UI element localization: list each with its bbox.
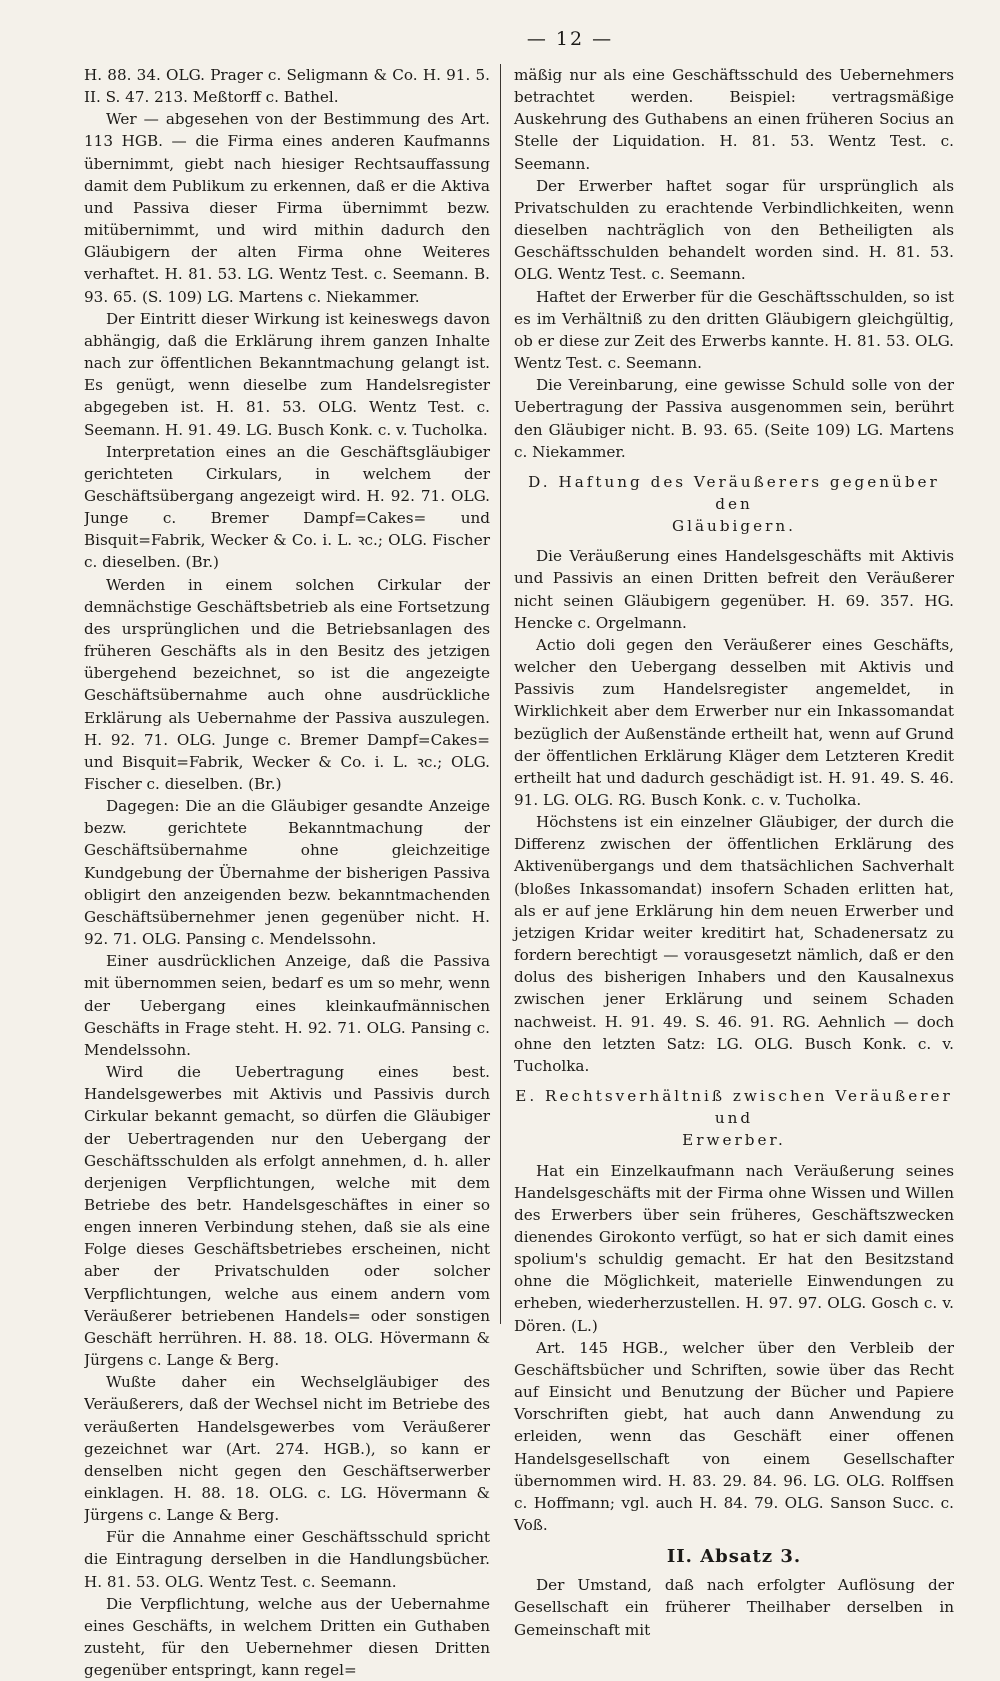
right-column-bottom-paragraphs <box>514 1160 954 1537</box>
two-column-body <box>84 64 964 1681</box>
paragraph: Die Vereinbarung, eine gewisse Schuld solle von der Uebertragung der Passiva ausgenommen sein, berührt den Gläubiger nicht. B. 93. 65. (Seite 109) LG. Martens c. Niekammer. <box>514 376 954 461</box>
paragraph: Der Eintritt dieser Wirkung ist keineswegs davon abhängig, daß die Erklärung ihrem ganzen Inhalte nach zur öffentlichen Bekanntmachung gelangt ist. Es genügt, wenn dieselbe zum Handelsregister abgegeben ist. H. 81. 53. OLG. Wentz Test. c. Seemann. H. 91. 49. LG. Busch Konk. c. v. Tucholka. <box>84 309 490 439</box>
paragraph: Wußte daher ein Wechselgläubiger des Veräußerers, daß der Wechsel nicht im Betriebe des veräußerten Handelsgewerbes vom Veräußerer gezeichnet war (Art. 274. HGB.), so kann er denselben nicht gegen den Geschäftserwerber einklagen. H. 88. 18. OLG. c. LG. Hövermann & Jürgens c. Lange & Berg. <box>84 1373 490 1525</box>
section-heading-d-line1: D. Haftung des Veräußerers gegenüber den <box>528 472 940 513</box>
section-heading-e <box>514 1085 954 1151</box>
paragraph: Werden in einem solchen Cirkular der demnächstige Geschäftsbetrieb als eine Fortsetzung des ursprünglichen und die Betriebsanlagen des früheren Geschäfts als in den Besitz des jetzigen übergehend bezeichnet, so ist die angezeigte Geschäftsübernahme auch ohne ausdrückliche Erklärung als Uebernahme der Passiva auszulegen. H. 92. 71. OLG. Junge c. Bremer Dampf=Cakes= und Bisquit=Fabrik, Wecker & Co. i. L. ꝛc.; OLG. Fischer c. dieselben. (Br.) <box>84 575 490 793</box>
paragraph: Höchstens ist ein einzelner Gläubiger, der durch die Differenz zwischen der öffentlichen Erklärung des Aktivenübergangs und dem thatsächlichen Sachverhalt (bloßes Inkassomandat) insofern Schaden erlitten hat, als er auf jene Erklärung hin dem neuen Erwerber und jetzigen Kridar weiter kreditirt hat, Schadenersatz zu fordern berechtigt — vorausgesetzt nämlich, daß er den dolus des bisherigen Inhabers und den Kausalnexus zwischen jener Erklärung und seinem Schaden nachweist. H. 91. 49. S. 46. 91. RG. Aehnlich — doch ohne den letzten Satz: LG. OLG. Busch Konk. c. v. Tucholka. <box>514 813 954 1075</box>
section-heading-d <box>514 471 954 537</box>
section-title-ii: II. Absatz 3. <box>666 1546 802 1568</box>
paragraph: Haftet der Erwerber für die Geschäftsschulden, so ist es im Verhältniß zu den dritten Gläubigern gleichgültig, ob er diese zur Zeit des Erwerbs kannte. H. 81. 53. OLG. Wentz Test. c. Seemann. <box>514 287 954 373</box>
page-number: — 12 — <box>526 28 614 50</box>
paragraph: Der Erwerber haftet sogar für ursprünglich als Privatschulden zu erachtende Verbindlichkeiten, wenn dieselben nachträglich von den Betheiligten als Geschäftsschulden behandelt worden sind. H. 81. 53. OLG. Wentz Test. c. Seemann. <box>514 176 954 284</box>
paragraph: Actio doli gegen den Veräußerer eines Geschäfts, welcher den Uebergang desselben mit Aktivis und Passivis zum Handelsregister angemeldet, in Wirklichkeit aber dem Erwerber nur ein Inkassomandat bezüglich der Außenstände ertheilt hat, wenn auf Grund der öffentlichen Erklärung Kläger dem Letzteren Kredit ertheilt hat und dadurch geschädigt ist. H. 91. 49. S. 46. 91. LG. OLG. RG. Busch Konk. c. v. Tucholka. <box>514 635 954 809</box>
paragraph: Wird die Uebertragung eines best. Handelsgewerbes mit Aktivis und Passivis durch Cirkular bekannt gemacht, so dürfen die Gläubiger der Uebertragenden nur den Uebergang der Geschäftsschulden als erfolgt annehmen, d. h. aller derjenigen Verpflichtungen, welche mit dem Betriebe des betr. Handelsgeschäftes in einer so engen inneren Verbindung stehen, daß sie als eine Folge dieses Geschäftsbetriebes erscheinen, nicht aber der Privatschulden oder solcher Verpflichtungen, welche aus einem andern vom Veräußerer betriebenen Handels= oder sonstigen Geschäft herrühren. H. 88. 18. OLG. Hövermann & Jürgens c. Lange & Berg. <box>84 1063 490 1370</box>
paragraph: Interpretation eines an die Geschäftsgläubiger gerichteten Cirkulars, in welchem der Geschäftsübergang angezeigt wird. H. 92. 71. OLG. Junge c. Bremer Dampf=Cakes= und Bisquit=Fabrik, Wecker & Co. i. L. ꝛc.; OLG. Fischer c. dieselben. (Br.) <box>84 442 490 572</box>
paragraph: Wer — abgesehen von der Bestimmung des Art. 113 HGB. — die Firma eines anderen Kaufmanns übernimmt, giebt nach hiesiger Rechtsauffassung damit dem Publikum zu erkennen, daß er die Aktiva und Passiva dieser Firma übernimmt bezw. mitübernimmt, und wird mithin dadurch den Gläubigern der alten Firma ohne Weiteres verhaftet. H. 81. 53. LG. Wentz Test. c. Seemann. B. 93. 65. (S. 109) LG. Martens c. Niekammer. <box>84 110 490 306</box>
paragraph: mäßig nur als eine Geschäftsschuld des Uebernehmers betrachtet werden. Beispiel: vertragsmäßige Auskehrung des Guthabens an einen früheren Socius an Stelle der Liquidation. H. 81. 53. Wentz Test. c. Seemann. <box>514 66 954 173</box>
paragraph: Einer ausdrücklichen Anzeige, daß die Passiva mit übernommen seien, bedarf es um so mehr, wenn der Uebergang eines kleinkaufmännischen Geschäfts in Frage steht. H. 92. 71. OLG. Pansing c. Mendelssohn. <box>84 952 490 1059</box>
paragraph: Die Veräußerung eines Handelsgeschäfts mit Aktivis und Passivis an einen Dritten befreit den Veräußerer nicht seinen Gläubigern gegenüber. H. 69. 357. HG. Hencke c. Orgelmann. <box>514 547 954 632</box>
column-divider <box>500 64 501 1324</box>
right-column <box>500 64 954 1681</box>
paragraph: Hat ein Einzelkaufmann nach Veräußerung seines Handelsgeschäfts mit der Firma ohne Wissen und Willen des Erwerbers über sein früheres, Geschäftszwecken dienendes Girokonto verfügt, so hat er sich damit eines spolium's schuldig gemacht. Er hat den Besitzstand ohne die Möglichkeit, materielle Einwendungen zu erheben, wiederherzustellen. H. 97. 97. OLG. Gosch c. v. Dören. (L.) <box>514 1161 954 1335</box>
paragraph: Dagegen: Die an die Gläubiger gesandte Anzeige bezw. gerichtete Bekanntmachung der Geschäftsübernahme ohne gleichzeitige Kundgebung der Übernahme der bisherigen Passiva obligirt den anzeigenden bezw. bekanntmachenden Geschäftsübernehmer jenen gegenüber nicht. H. 92. 71. OLG. Pansing c. Mendelssohn. <box>84 797 490 949</box>
paragraph: Der Umstand, daß nach erfolgter Auflösung der Gesellschaft ein früherer Theilhaber derselben in Gemeinschaft mit <box>514 1576 954 1639</box>
section-heading-d-line2: Gläubigern. <box>672 517 796 536</box>
right-column-mid-paragraphs <box>514 545 954 1077</box>
paragraph: Art. 145 HGB., welcher über den Verbleib der Geschäftsbücher und Schriften, sowie über das Recht auf Einsicht und Benutzung der Bücher und Papiere Vorschriften giebt, hat auch dann Anwendung zu erleiden, wenn das Geschäft einer offenen Handelsgesellschaft von einem Gesellschafter übernommen wird. H. 83. 29. 84. 96. LG. OLG. Rolffsen c. Hoffmann; vgl. auch H. 84. 79. OLG. Sanson Succ. c. Voß. <box>514 1338 954 1534</box>
paragraph: Die Verpflichtung, welche aus der Uebernahme eines Geschäfts, in welchem Dritten ein Guthaben zusteht, für den Uebernehmer diesen Dritten gegenüber entspringt, kann regel= <box>84 1594 490 1680</box>
paragraph: Für die Annahme einer Geschäftsschuld spricht die Eintragung derselben in die Handlungsbücher. H. 81. 53. OLG. Wentz Test. c. Seemann. <box>84 1528 490 1591</box>
left-column <box>84 64 500 1681</box>
paragraph: H. 88. 34. OLG. Prager c. Seligmann & Co. H. 91. 5. II. S. 47. 213. Meßtorff c. Bathel. <box>84 66 490 107</box>
section-heading-e-line2: Erwerber. <box>682 1131 786 1150</box>
right-column-top-paragraphs <box>514 64 954 463</box>
section-heading-e-line1: E. Rechtsverhältniß zwischen Veräußerer und <box>515 1087 953 1128</box>
right-column-final-paragraph <box>514 1574 954 1640</box>
